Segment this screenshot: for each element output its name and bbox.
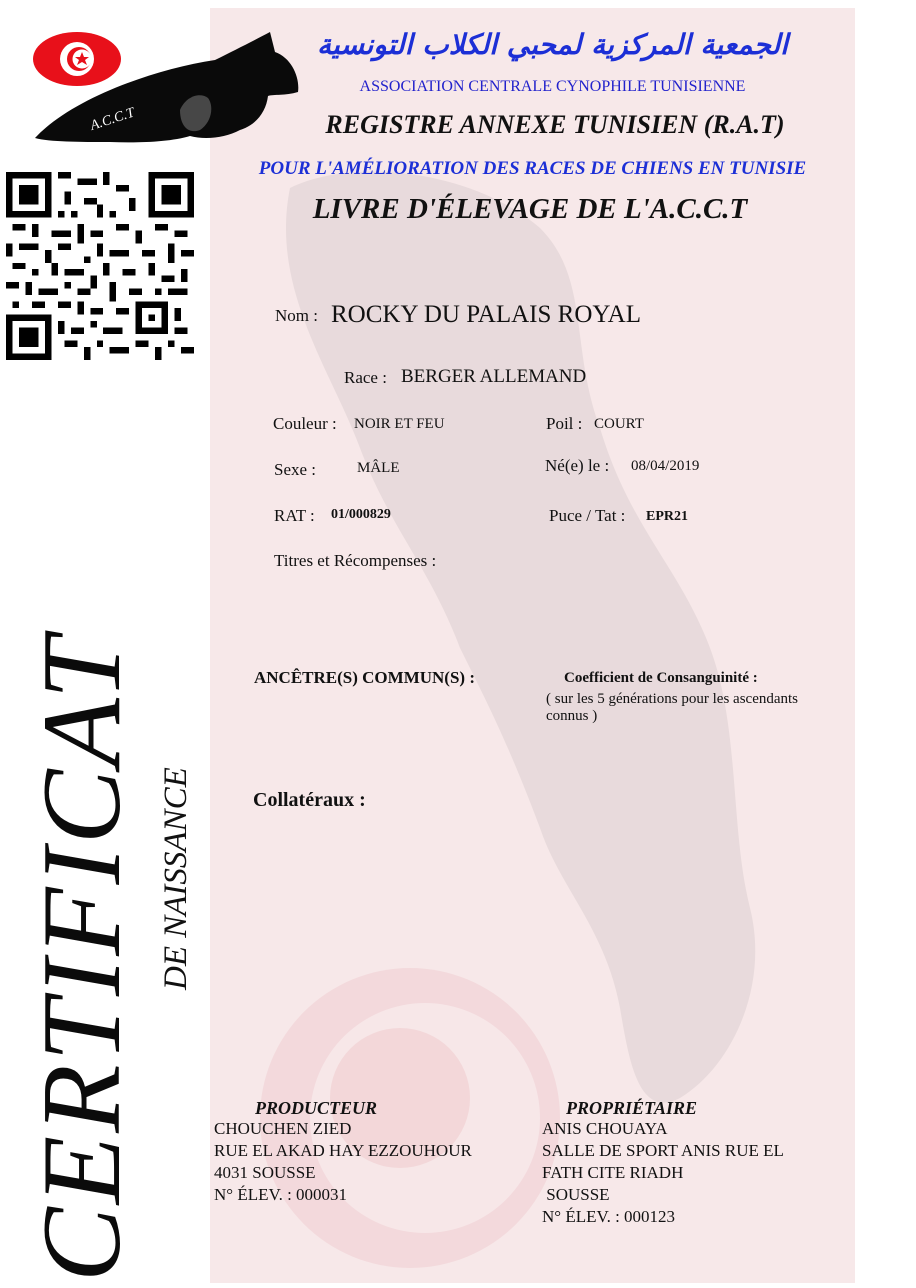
association-name: ASSOCIATION CENTRALE CYNOPHILE TUNISIENNE — [359, 78, 746, 95]
collateraux-label: Collatéraux : — [253, 789, 366, 811]
qr-code-icon — [6, 172, 194, 360]
producteur-address1: RUE EL AKAD HAY EZZOUHOUR — [214, 1141, 472, 1160]
race-value: BERGER ALLEMAND — [401, 366, 587, 387]
race-label: Race : — [344, 368, 387, 387]
proprietaire-address2: FATH CITE RIADH — [542, 1163, 684, 1182]
poil-label: Poil : — [546, 414, 583, 433]
certificat-vertical-title: CERTIFICAT — [20, 633, 144, 1282]
puce-tat-label: Puce / Tat : — [549, 506, 626, 525]
couleur-value: NOIR ET FEU — [354, 416, 445, 432]
producteur-elev: N° ÉLEV. : 000031 — [214, 1185, 348, 1204]
de-naissance-vertical-title: DE NAISSANCE — [158, 767, 194, 990]
registry-title: REGISTRE ANNEXE TUNISIEN (R.A.T) — [325, 110, 785, 139]
acct-logo-icon — [30, 30, 305, 145]
puce-tat-value: EPR21 — [646, 509, 688, 524]
book-title: LIVRE D'ÉLEVAGE DE L'A.C.C.T — [312, 193, 748, 225]
proprietaire-elev: N° ÉLEV. : 000123 — [542, 1207, 676, 1226]
titres-label: Titres et Récompenses : — [274, 551, 437, 570]
subtitle: POUR L'AMÉLIORATION DES RACES DE CHIENS EN TUNISIE — [258, 158, 807, 179]
coefficient-label: Coefficient de Consanguinité : — [564, 670, 758, 686]
ancetres-label: ANCÊTRE(S) COMMUN(S) : — [254, 668, 475, 687]
coefficient-note-line1: ( sur les 5 générations pour les ascendants — [546, 691, 799, 707]
rat-label: RAT : — [274, 506, 315, 525]
proprietaire-title: PROPRIÉTAIRE — [566, 1098, 698, 1118]
couleur-label: Couleur : — [273, 414, 337, 433]
proprietaire-name: ANIS CHOUAYA — [542, 1119, 668, 1138]
proprietaire-address3: SOUSSE — [542, 1185, 610, 1204]
coefficient-note-line2: connus ) — [546, 708, 598, 724]
name-label: Nom : — [275, 306, 318, 325]
logo-text: A.C.C.T — [88, 105, 137, 134]
name-value: ROCKY DU PALAIS ROYAL — [331, 301, 641, 328]
sexe-value: MÂLE — [357, 460, 400, 476]
proprietaire-address1: SALLE DE SPORT ANIS RUE EL — [542, 1141, 784, 1160]
ne-le-label: Né(e) le : — [545, 456, 610, 475]
poil-value: COURT — [594, 416, 644, 432]
rat-value: 01/000829 — [331, 507, 391, 522]
ne-le-value: 08/04/2019 — [631, 458, 700, 474]
arabic-title: الجمعية المركزية لمحبي الكلاب التونسية — [317, 28, 788, 61]
producteur-name: CHOUCHEN ZIED — [214, 1119, 352, 1138]
sexe-label: Sexe : — [274, 460, 317, 479]
producteur-title: PRODUCTEUR — [255, 1098, 378, 1118]
producteur-address2: 4031 SOUSSE — [214, 1163, 316, 1182]
